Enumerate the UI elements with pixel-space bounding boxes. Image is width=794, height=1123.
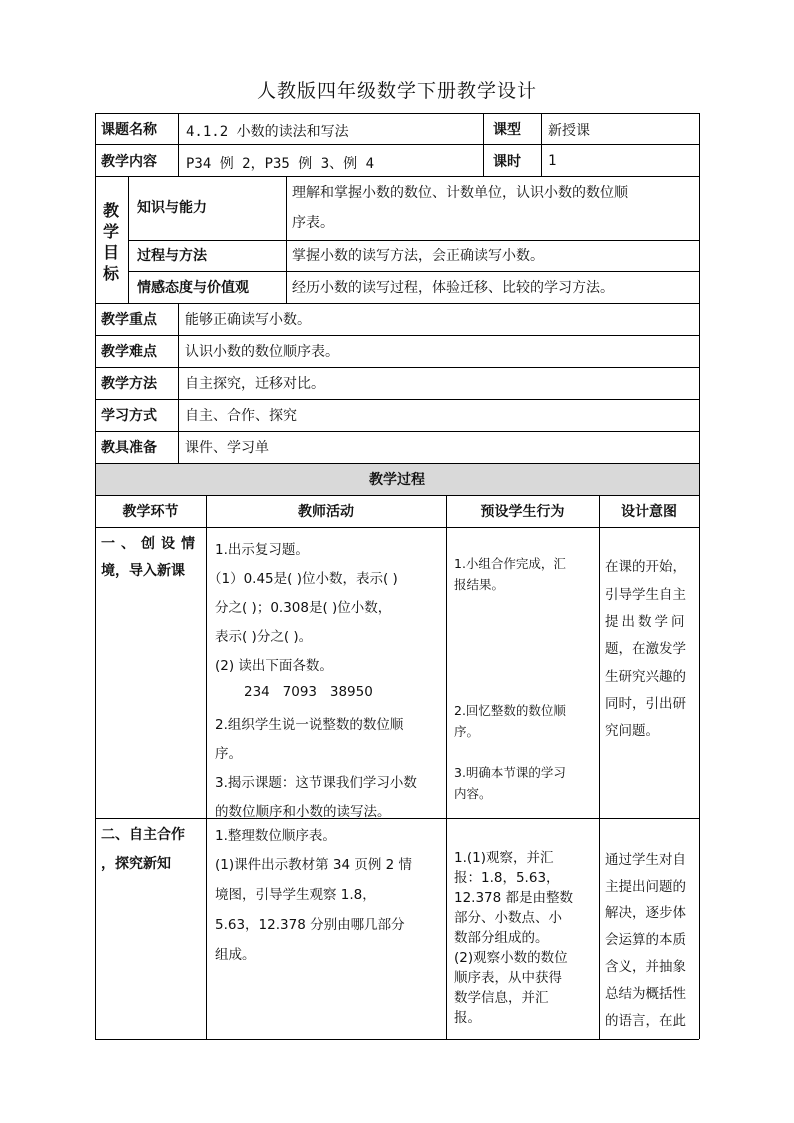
teacher-activity-line: 境图，引导学生观察 1.8， [215, 887, 376, 903]
content-label: 教学内容 [101, 154, 157, 170]
info-value: 认识小数的数位顺序表。 [185, 344, 339, 360]
content-value: P34 例 2，P35 例 3、例 4 [186, 156, 375, 172]
process-method-label: 过程与方法 [137, 248, 207, 264]
topic-value: 4.1.2 小数的读法和写法 [186, 124, 349, 140]
info-label: 教学方法 [101, 376, 157, 392]
process-banner: 教学过程 [369, 472, 425, 488]
stage-name: 一、创设情 [101, 536, 201, 552]
student-behavior-line: 数部分组成的。 [454, 930, 549, 946]
design-intent-line: 总结为概括性 [605, 986, 686, 1002]
design-intent-line: 会运算的本质 [605, 932, 686, 948]
design-intent-line: 提出数学问 [605, 614, 688, 630]
grid-line [95, 367, 699, 368]
objectives-char: 学 [102, 222, 119, 241]
teacher-activity-line: 序。 [215, 746, 242, 762]
design-intent-line: 含义，并抽象 [605, 959, 686, 975]
grid-line [286, 176, 287, 303]
info-value: 自主、合作、探究 [185, 408, 297, 424]
stage-name: 二、自主合作 [101, 827, 185, 843]
design-intent-line: 究问题。 [605, 723, 659, 739]
grid-line [446, 495, 447, 1039]
grid-line [95, 113, 96, 1039]
attitude-text: 经历小数的读写过程，体验迁移、比较的学习方法。 [292, 280, 614, 296]
student-behavior-line: 1.小组合作完成，汇 [454, 556, 566, 571]
teacher-activity-line: 5.63，12.378 分别由哪几部分 [215, 917, 405, 933]
design-intent-line: 引导学生自主 [605, 587, 686, 603]
grid-line [699, 113, 700, 1039]
info-label: 学习方式 [101, 408, 157, 424]
design-intent-line: 通过学生对自 [605, 852, 686, 868]
teacher-activity-line: 234 7093 38950 [244, 684, 373, 700]
grid-line [599, 495, 600, 1039]
info-value: 能够正确读写小数。 [185, 312, 311, 328]
topic-label: 课题名称 [101, 122, 157, 138]
teacher-activity-line: 3.揭示课题：这节课我们学习小数 [215, 775, 417, 791]
grid-line [95, 303, 699, 304]
column-header: 预设学生行为 [480, 504, 565, 520]
stage-name: ，探究新知 [101, 856, 171, 872]
info-label: 教学重点 [101, 312, 157, 328]
grid-line [128, 176, 129, 303]
teacher-activity-line: （1）0.45是( )位小数，表示( ) [208, 571, 398, 587]
student-behavior-line: 序。 [454, 724, 480, 739]
grid-line [95, 335, 699, 336]
student-behavior-line: 数学信息，并汇 [454, 990, 549, 1006]
knowledge-text: 序表。 [292, 215, 334, 231]
design-intent-line: 的语言，在此 [605, 1013, 686, 1029]
grid-line [95, 463, 699, 464]
type-label: 课型 [493, 122, 521, 138]
design-intent-line: 主提出问题的 [605, 879, 686, 895]
student-behavior-line: 顺序表，从中获得 [454, 970, 562, 986]
grid-line [95, 495, 699, 496]
document-title: 人教版四年级数学下册教学设计 [256, 80, 537, 102]
teacher-activity-line: (2) 读出下面各数。 [215, 658, 333, 674]
student-behavior-line: 部分、小数点、小 [454, 910, 562, 926]
hours-label: 课时 [493, 154, 521, 170]
grid-line [95, 1039, 699, 1040]
teacher-activity-line: 2.组织学生说一说整数的数位顺 [215, 717, 404, 733]
grid-line [483, 113, 484, 176]
grid-line [206, 495, 207, 1039]
grid-line [95, 527, 699, 528]
student-behavior-line: 12.378 都是由整数 [454, 890, 574, 906]
teacher-activity-line: 的数位顺序和小数的读写法。 [215, 804, 391, 820]
teacher-activity-line: (1)课件出示教材第 34 页例 2 情 [215, 857, 413, 873]
teacher-activity-line: 分之( )；0.308是( )位小数， [215, 600, 392, 616]
column-header: 教师活动 [298, 504, 354, 520]
student-behavior-line: 报：1.8，5.63， [454, 870, 560, 886]
grid-line [95, 113, 699, 114]
teacher-activity-line: 组成。 [215, 947, 256, 963]
column-header: 教学环节 [122, 504, 179, 520]
grid-line [95, 431, 699, 432]
student-behavior-line: (2)观察小数的数位 [454, 950, 568, 966]
design-intent-line: 题，在激发学 [605, 641, 686, 657]
grid-line [128, 240, 699, 241]
student-behavior-line: 报结果。 [454, 577, 505, 592]
teacher-activity-line: 1.整理数位顺序表。 [215, 828, 336, 844]
type-value: 新授课 [548, 123, 590, 139]
column-header: 设计意图 [621, 504, 677, 520]
attitude-label: 情感态度与价值观 [137, 280, 249, 296]
info-label: 教学难点 [101, 344, 157, 360]
knowledge-text: 理解和掌握小数的数位、计数单位，认识小数的数位顺 [292, 185, 628, 201]
design-intent-line: 在课的开始， [605, 559, 686, 575]
grid-line [541, 113, 542, 176]
design-intent-line: 解决，逐步体 [605, 905, 686, 921]
knowledge-label: 知识与能力 [137, 200, 207, 216]
hours-value: 1 [548, 153, 557, 169]
grid-line [95, 818, 699, 819]
design-intent-line: 生研究兴趣的 [605, 669, 686, 685]
grid-line [178, 303, 179, 463]
student-behavior-line: 2.回忆整数的数位顺 [454, 703, 566, 718]
grid-line [95, 144, 699, 145]
student-behavior-line: 内容。 [454, 786, 492, 801]
info-value: 自主探究，迁移对比。 [185, 376, 325, 392]
info-label: 教具准备 [101, 440, 157, 456]
teacher-activity-line: 表示( )分之( )。 [215, 629, 313, 645]
student-behavior-line: 报。 [454, 1010, 481, 1026]
stage-name: 境，导入新课 [101, 563, 185, 579]
objectives-char: 教 [102, 201, 119, 220]
grid-line [128, 271, 699, 272]
grid-line [95, 176, 699, 177]
objectives-char: 标 [102, 264, 119, 283]
teacher-activity-line: 1.出示复习题。 [215, 542, 309, 558]
grid-line [178, 113, 179, 176]
objectives-char: 目 [102, 243, 119, 262]
student-behavior-line: 3.明确本节课的学习 [454, 765, 566, 780]
grid-line [95, 399, 699, 400]
design-intent-line: 同时，引出研 [605, 696, 686, 712]
process-method-text: 掌握小数的读写方法，会正确读写小数。 [292, 248, 544, 264]
info-value: 课件、学习单 [185, 440, 269, 456]
student-behavior-line: 1.(1)观察，并汇 [454, 850, 554, 866]
